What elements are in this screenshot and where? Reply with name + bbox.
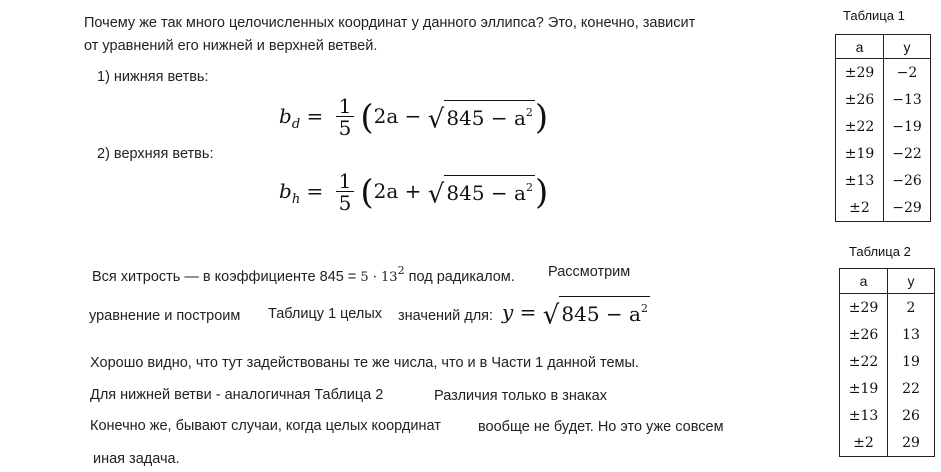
formula-lhs-var: b [279,104,292,128]
table1-header-y: y [884,35,931,59]
table-cell-y: −29 [884,194,931,222]
table-row [836,194,931,222]
upper-branch-formula [279,171,548,214]
lower-branch-formula [279,96,548,139]
y-var: y [502,299,514,324]
table-cell-a: ±22 [836,113,884,140]
table-cell-a: ±13 [836,167,884,194]
lower-branch-label: 1) нижняя ветвь: [97,69,209,85]
table1-header-row [836,35,931,59]
formula-inner: 2a − [373,104,422,128]
table-row [840,321,935,348]
paren-open: ( [360,172,374,213]
radicand-power: 2 [525,181,533,195]
fraction-denominator: 5 [338,191,352,215]
fraction-denominator: 5 [338,116,352,140]
y-eq-sign: = [519,299,537,324]
lower-analog-text: Для нижней ветви - аналогичная Таблица 2 [90,387,384,403]
cases-line-1b: вообще не будет. Но это уже совсем [478,419,724,435]
table-cell-y: −22 [884,140,931,167]
table-cell-y: 13 [888,321,935,348]
table-cell-a: ±26 [836,86,884,113]
table2-header-row [840,269,935,294]
seen-text: Хорошо видно, что тут задействованы те же числа, что и в Части 1 данной темы. [90,355,639,371]
table-cell-a: ±22 [840,348,888,375]
table2-header-y: y [888,269,935,294]
formula-eq: = [306,179,324,203]
table-cell-y: 19 [888,348,935,375]
table-cell-y: −2 [884,59,931,87]
table-row [836,86,931,113]
table-cell-y: 2 [888,294,935,322]
table-cell-y: 26 [888,402,935,429]
fraction [336,96,355,139]
cases-line-1: Конечно же, бывают случаи, когда целых координат [90,418,441,434]
formula-inner: 2a + [373,179,422,203]
table-cell-a: ±29 [836,59,884,87]
table-cell-a: ±19 [840,375,888,402]
table2 [839,268,935,457]
paren-open: ( [360,97,374,138]
fraction-numerator: 1 [336,171,355,192]
diff-signs-text: Различия только в знаках [434,388,607,404]
equation-line-a: уравнение и построим [89,308,241,324]
paren-close: ) [534,97,549,138]
radicand-power: 2 [525,106,533,120]
table-cell-a: ±2 [836,194,884,222]
intro-line-1: Почему же так много целочисленных координат у данного эллипса? Это, конечно, зависит [84,15,696,31]
table-row [840,429,935,457]
formula-lhs-var: b [279,179,292,203]
table2-title: Таблица 2 [849,244,911,259]
upper-branch-label: 2) верхняя ветвь: [97,146,214,162]
coef-formula [360,264,405,285]
table-row [840,402,935,429]
table-row [836,113,931,140]
table-cell-a: ±13 [840,402,888,429]
radicand: 845 − a [561,302,641,326]
table1-header-a: a [836,35,884,59]
equation-line-c: значений для: [398,308,494,324]
fraction-numerator: 1 [336,96,355,117]
coef-base: 5 · 13 [360,270,398,285]
table-row [840,375,935,402]
table-row [836,167,931,194]
radicand-power: 2 [640,302,648,315]
trick-text: Вся хитрость — в коэффициенте 845 = [92,269,357,285]
square-root: √ $845 - a^2$ [543,296,650,331]
paren-close: ) [534,172,549,213]
radicand: 845 − a [446,106,526,131]
table-cell-y: 29 [888,429,935,457]
table-cell-a: ±2 [840,429,888,457]
table1 [835,34,931,222]
table-cell-a: ±29 [840,294,888,322]
table-row [836,59,931,87]
table-cell-y: −26 [884,167,931,194]
square-root: √ $845 - a^2$ [428,100,535,135]
formula-lhs-sub: h [291,192,301,207]
formula-eq: = [306,104,324,128]
trick-line [92,262,515,287]
square-root: √ $845 - a^2$ [428,175,535,210]
table-cell-a: ±26 [840,321,888,348]
table-row [840,348,935,375]
table-cell-y: −19 [884,113,931,140]
radicand: 845 − a [446,181,526,206]
table-row [836,140,931,167]
formula-lhs-sub: d [291,117,301,132]
consider-text: Рассмотрим [548,264,631,280]
trick-tail: под радикалом. [408,269,515,285]
table-cell-y: 22 [888,375,935,402]
fraction [336,171,355,214]
intro-line-2: от уравнений его нижней и верхней ветвей. [84,38,378,54]
equation-line-b: Таблицу 1 целых [268,306,383,322]
table-cell-y: −13 [884,86,931,113]
table-cell-a: ±19 [836,140,884,167]
table2-header-a: a [840,269,888,294]
table1-title: Таблица 1 [843,8,905,23]
cases-line-2: иная задача. [93,451,180,467]
table-row [840,294,935,322]
y-equation [502,296,650,331]
coef-power: 2 [397,264,405,277]
